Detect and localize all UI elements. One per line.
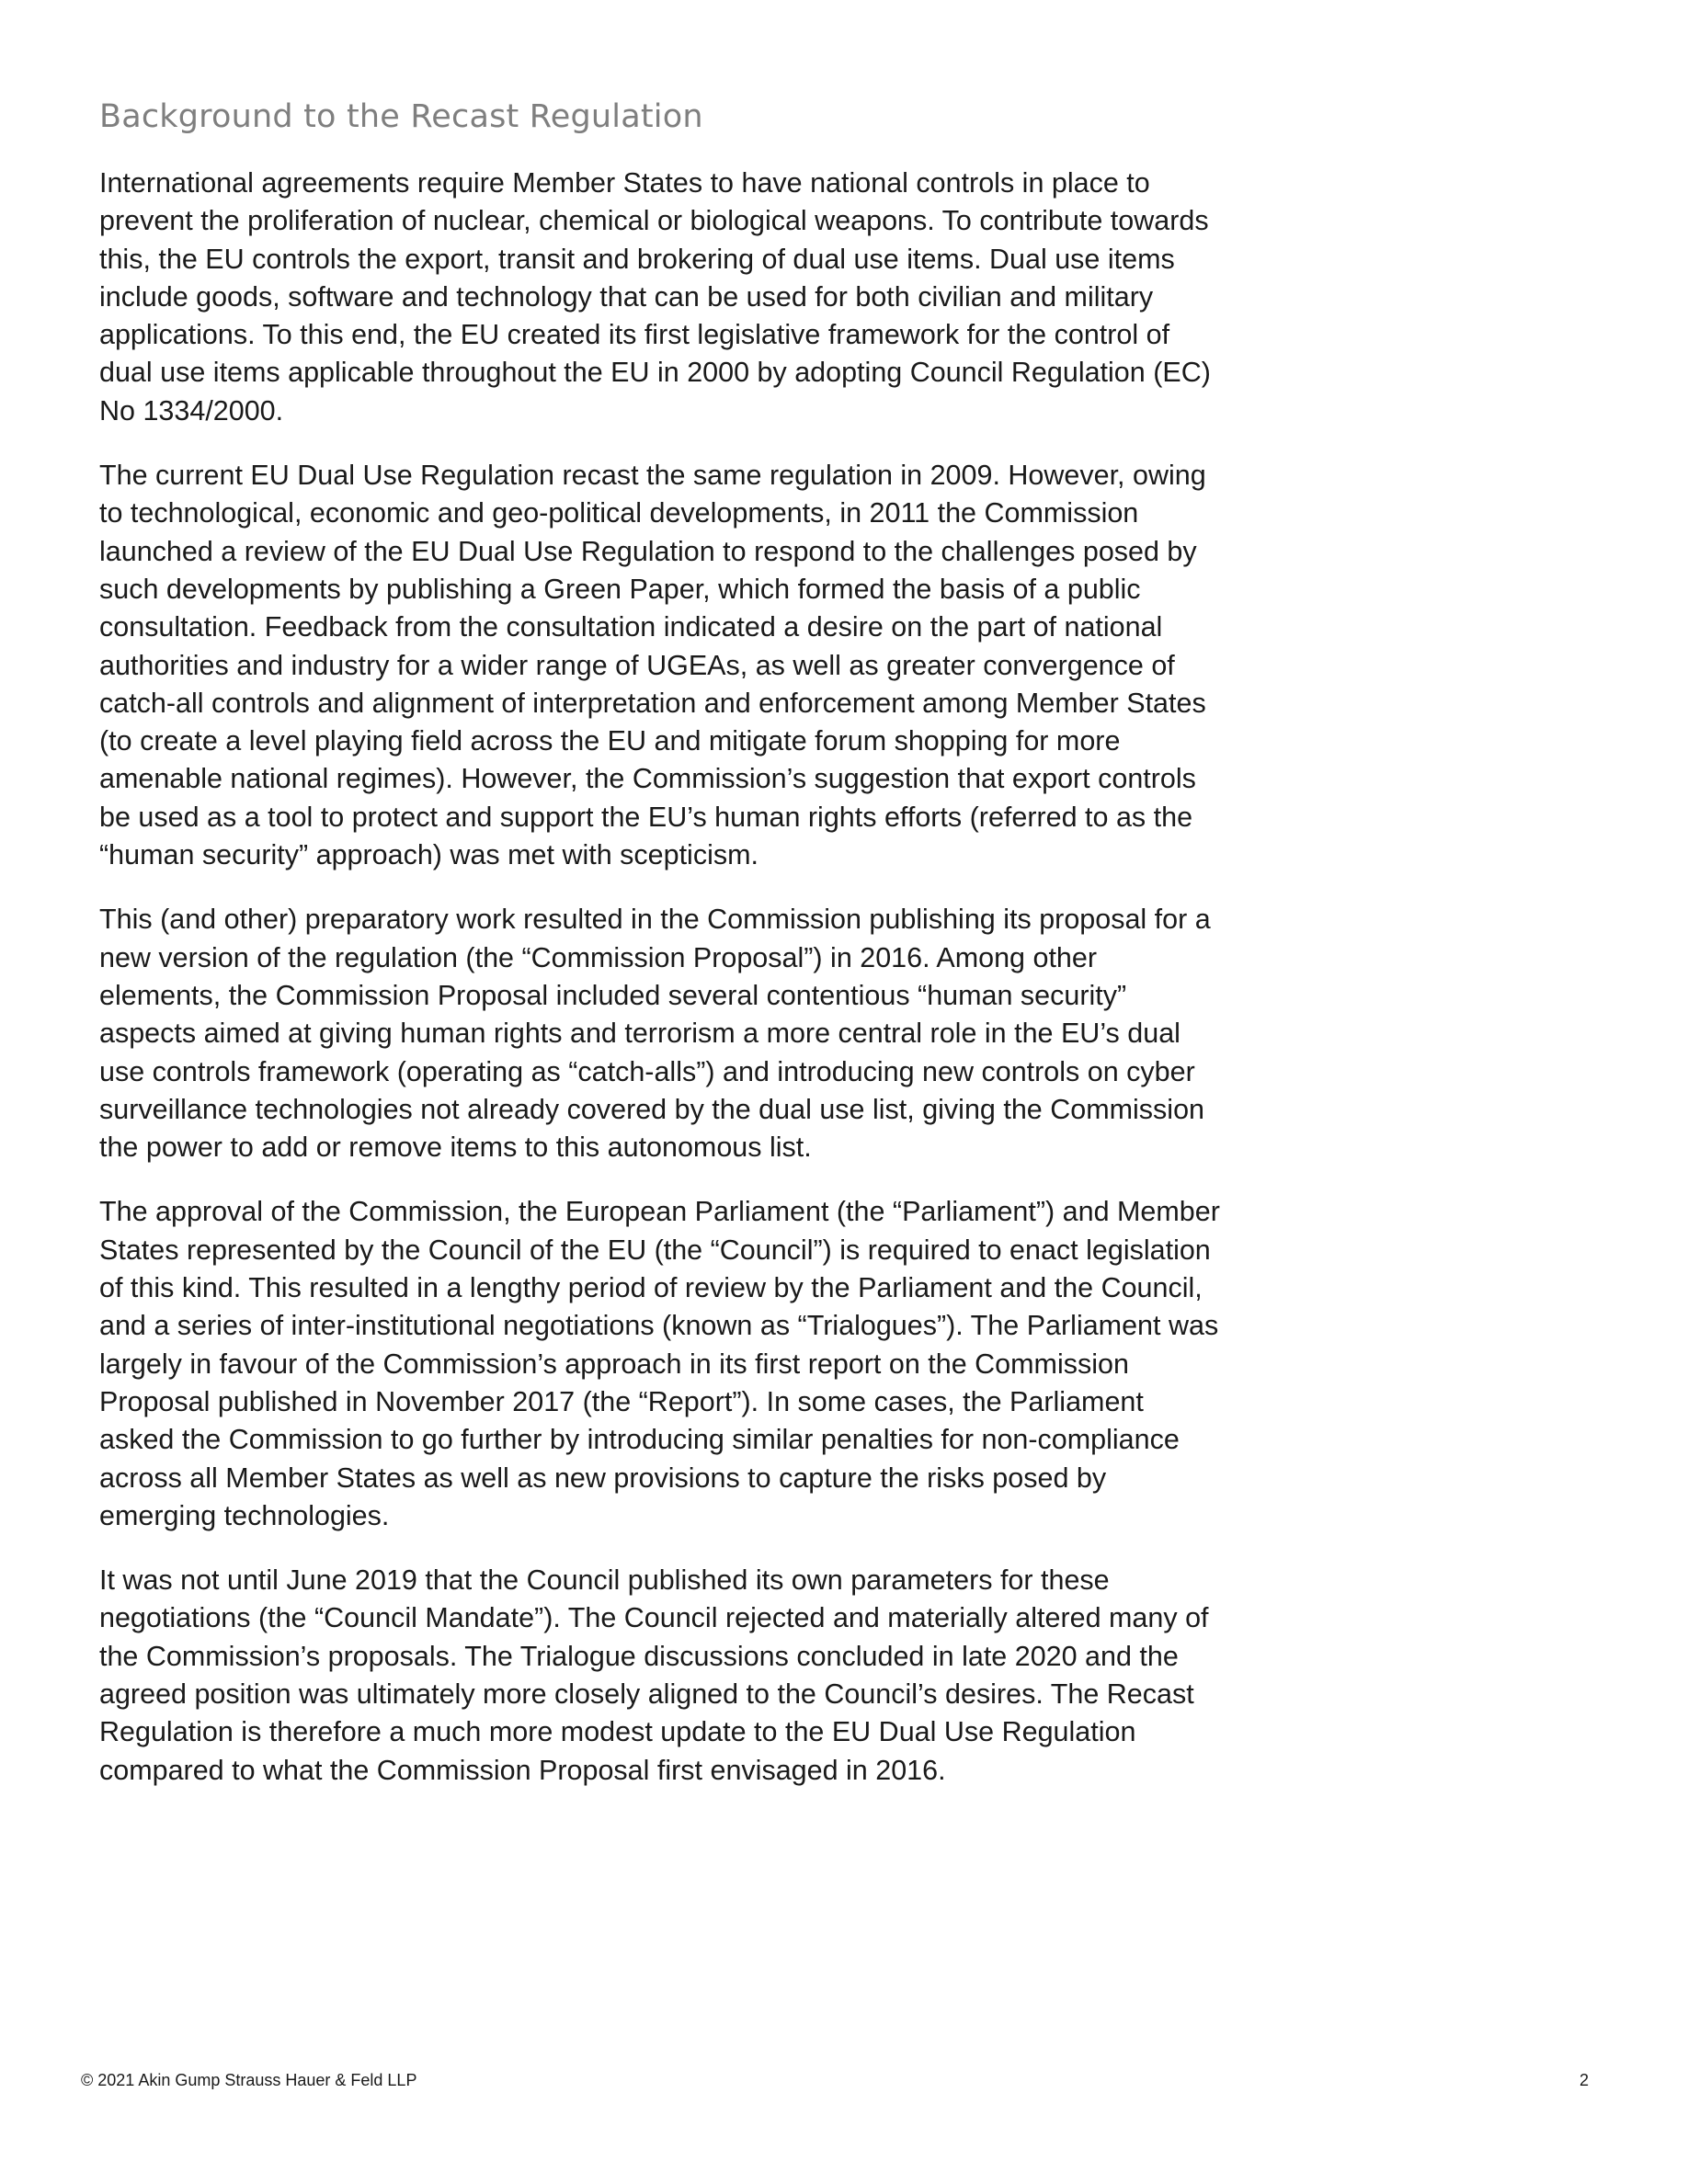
footer-copyright: © 2021 Akin Gump Strauss Hauer & Feld LLP [81, 2071, 417, 2089]
body-text [99, 165, 1226, 1816]
paragraph: International agreements require Member States to have national controls in place to prevent the proliferation of nuclear, chemical or biological weapons. To contribute towards this, the EU controls the export, transit and brokering of dual use items. Dual use items include goods, software and technology that can be used for both civilian and military applications. To this end, the EU created its first legislative framework for the control of dual use items applicable throughout the EU in 2000 by adopting Council Regulation (EC) No 1334/2000. [99, 167, 1211, 427]
paragraph: It was not until June 2019 that the Council published its own parameters for these negotiations (the “Council Mandate”). The Council rejected and materially altered many of the Commission’s proposals. The Trialogue discussions concluded in late 2020 and the agreed position was ultimately more closely aligned to the Council’s desires. The Recast Regulation is therefore a much more modest update to the EU Dual Use Regulation compared to what the Commission Proposal first envisaged in 2016. [99, 1564, 1209, 1786]
section-heading: Background to the Recast Regulation [99, 98, 703, 135]
paragraph: The approval of the Commission, the European Parliament (the “Parliament”) and Member States represented by the Council of the EU (the “Council”) is required to enact legislation of this kind. This resulted in a lengthy period of review by the Parliament and the Council, and a series of inter-institutional negotiations (known as “Trialogues”). The Parliament was largely in favour of the Commission’s approach in its first report on the Commission Proposal published in November 2017 (the “Report”). In some cases, the Parliament asked the Commission to go further by introducing similar penalties for non-compliance across all Member States as well as new provisions to capture the risks posed by emerging technologies. [99, 1196, 1220, 1531]
paragraph: This (and other) preparatory work resulted in the Commission publishing its proposal for a new version of the regulation (the “Commission Proposal”) in 2016. Among other elements, the Commission Proposal included several contentious “human security” aspects aimed at giving human rights and terrorism a more central role in the EU’s dual use controls framework (operating as “catch-alls”) and introducing new controls on cyber surveillance technologies not already covered by the dual use list, giving the Commission the power to add or remove items to this autonomous list. [99, 904, 1211, 1164]
paragraph: The current EU Dual Use Regulation recast the same regulation in 2009. However, owing to technological, economic and geo-political developments, in 2011 the Commission launched a review of the EU Dual Use Regulation to respond to the challenges posed by such developments by publishing a Green Paper, which formed the basis of a public consultation. Feedback from the consultation indicated a desire on the part of national authorities and industry for a wider range of UGEAs, as well as greater convergence of catch-all controls and alignment of interpretation and enforcement among Member States (to create a level playing field across the EU and mitigate forum shopping for more amenable national regimes). However, the Commission’s suggestion that export controls be used as a tool to protect and support the EU’s human rights efforts (referred to as the “human security” approach) was met with scepticism. [99, 460, 1206, 871]
page-number: 2 [1579, 2071, 1589, 2089]
